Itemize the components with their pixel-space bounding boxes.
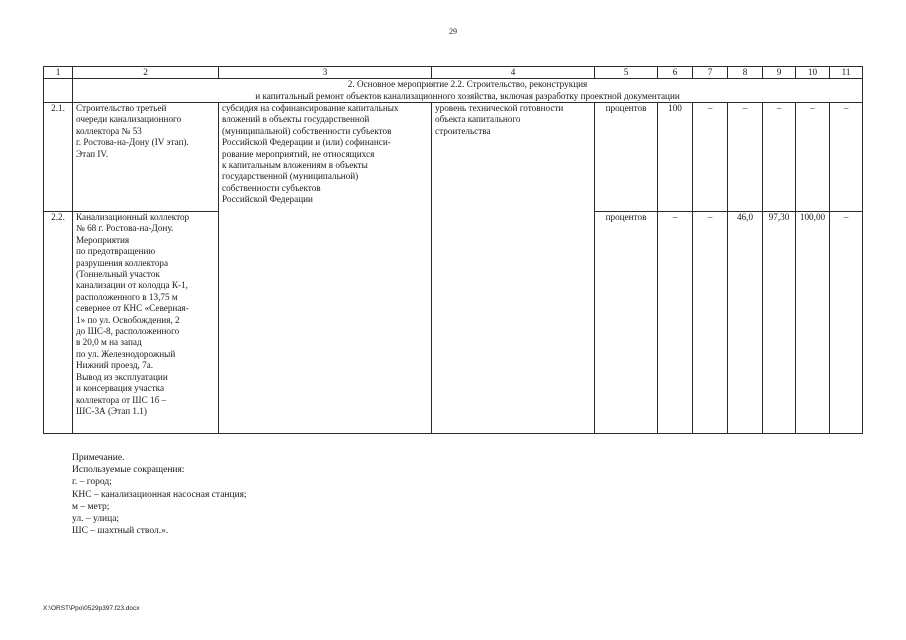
value-cell-9: –	[763, 103, 796, 212]
text-line: коллектора № 53	[76, 125, 142, 136]
text-line: Канализационный коллектор	[76, 212, 190, 222]
col-header-5: 5	[595, 67, 658, 79]
note-line: КНС – канализационная насосная станция;	[72, 489, 247, 500]
text-line: севернее от КНС «Северная-	[76, 303, 189, 314]
value-cell-8: 46,0	[728, 212, 763, 434]
text-line: до ШС-8, расположенного	[76, 326, 180, 337]
note-line: г. – город;	[72, 477, 112, 488]
value-cell-11: –	[830, 212, 863, 434]
text-line: по ул. Железнодорожный	[76, 348, 176, 359]
row-number: 2.2.	[44, 212, 73, 434]
text-line: вложений в объекты государственной	[222, 114, 370, 125]
notes-block	[72, 452, 247, 537]
text-line: Вывод из эксплуатации	[76, 371, 168, 382]
text-line: государственной (муниципальной)	[222, 171, 359, 182]
value-cell-11: –	[830, 103, 863, 212]
unit-cell: процентов	[595, 212, 658, 434]
indicator-description	[432, 103, 595, 434]
text-line: строительства	[435, 125, 491, 136]
program-table	[43, 66, 863, 434]
col-header-9: 9	[763, 67, 796, 79]
col-header-2: 2	[73, 67, 219, 79]
section-title	[73, 79, 863, 103]
text-line: Нижний проезд, 7а.	[76, 360, 154, 371]
text-line: канализации от колодца К-1,	[76, 280, 188, 291]
text-line: коллектора от ШС 1б –	[76, 394, 167, 405]
text-line: № 68 г. Ростова-на-Дону.	[76, 223, 174, 234]
note-line: ул. – улица;	[72, 514, 120, 525]
section-title-row	[44, 79, 863, 103]
value-cell-8: –	[728, 103, 763, 212]
section-spacer	[44, 79, 73, 103]
text-line: разрушения коллектора	[76, 257, 169, 268]
value-cell-10: –	[796, 103, 830, 212]
object-name	[73, 212, 219, 434]
row-number: 2.1.	[44, 103, 73, 212]
col-header-7: 7	[693, 67, 728, 79]
col-header-3: 3	[219, 67, 432, 79]
text-line: ШС-3А (Этап 1.1)	[76, 405, 147, 416]
col-header-6: 6	[658, 67, 693, 79]
col-header-10: 10	[796, 67, 830, 79]
note-line: м – метр;	[72, 501, 110, 512]
table-row	[44, 103, 863, 212]
value-cell-7: –	[693, 103, 728, 212]
text-line: по предотвращению	[76, 246, 156, 257]
unit-cell: процентов	[595, 103, 658, 212]
text-line: г. Ростова-на-Дону (IV этап).	[76, 137, 189, 148]
note-line: Примечание.	[72, 453, 125, 463]
value-cell-7: –	[693, 212, 728, 434]
text-line: очереди канализационного	[76, 114, 182, 125]
subsidy-description	[219, 103, 432, 434]
file-path-footer: X:\ORST\Ppo\0529p397.f23.docx	[43, 605, 140, 612]
column-number-row	[44, 67, 863, 79]
note-line: Используемые сокращения:	[72, 465, 185, 476]
text-line: объекта капитального	[435, 114, 521, 125]
value-cell-10: 100,00	[796, 212, 830, 434]
text-line: расположенного в 13,75 м	[76, 291, 178, 302]
text-line: в 20,0 м на запад	[76, 337, 142, 348]
note-line: ШС – шахтный ствол.».	[72, 526, 169, 537]
value-cell-6: 100	[658, 103, 693, 212]
text-line: (Тоннельный участок	[76, 269, 160, 280]
text-line: (муниципальной) собственности субъектов	[222, 125, 392, 136]
object-name	[73, 103, 219, 212]
col-header-4: 4	[432, 67, 595, 79]
col-header-11: 11	[830, 67, 863, 79]
text-line: Этап IV.	[76, 148, 109, 159]
value-cell-6: –	[658, 212, 693, 434]
value-cell-9: 97,30	[763, 212, 796, 434]
text-line: уровень технической готовности	[435, 103, 564, 113]
section-title-line-2: и капитальный ремонт объектов канализационного хозяйства, включая разработку проектной документации	[255, 90, 680, 101]
text-line: 1» по ул. Освобождения, 2	[76, 314, 180, 325]
section-title-line-1: 2. Основное мероприятие 2.2. Строительство, реконструкция	[347, 79, 588, 89]
text-line: Строительство третьей	[76, 103, 167, 113]
text-line: рование мероприятий, не относящихся	[222, 148, 375, 159]
text-line: Российской Федерации и (или) софинанси-	[222, 137, 391, 148]
col-header-1: 1	[44, 67, 73, 79]
text-line: Российской Федерации	[222, 194, 313, 205]
text-line: собственности субъектов	[222, 182, 321, 193]
text-line: к капитальным вложениям в объекты	[222, 160, 368, 171]
text-line: субсидия на софинансирование капитальных	[222, 103, 399, 113]
text-line: и консервация участка	[76, 383, 165, 394]
page-number: 29	[449, 27, 457, 36]
col-header-8: 8	[728, 67, 763, 79]
text-line: Мероприятия	[76, 234, 130, 245]
